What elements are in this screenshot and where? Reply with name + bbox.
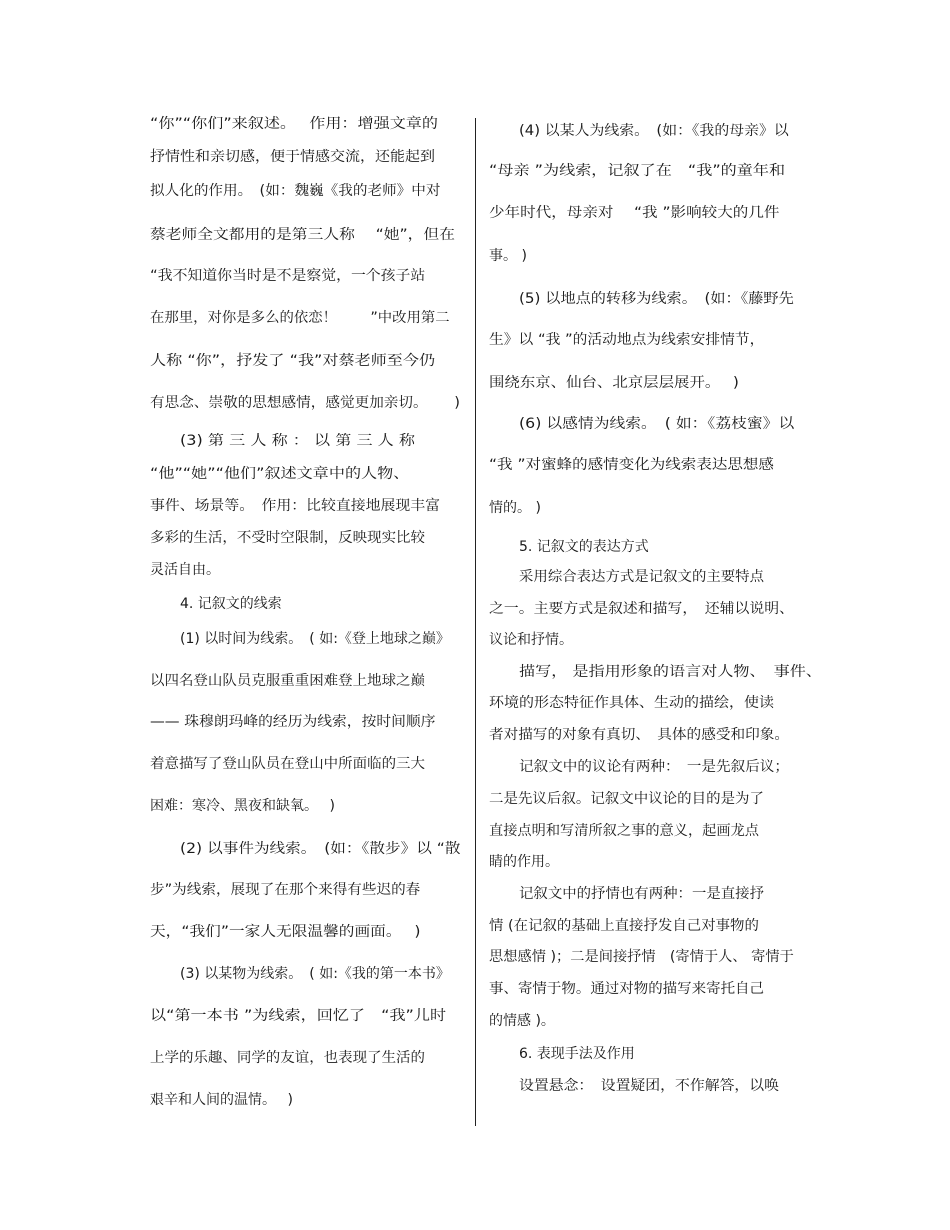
right-column-line: 事、寄情于物。通过对物的描写来寄托自己 (489, 981, 764, 997)
left-column-line: 以“第一本书 ”为线索，回忆了 “我”儿时 (150, 1008, 447, 1024)
left-column-line: 4. 记叙文的线索 (180, 596, 282, 612)
right-column-line: 描写， 是指用形象的语言对人物、 事件、 (519, 664, 822, 680)
left-column-line: 在那里，对你是多么的依恋！ ”中改用第二 (150, 310, 450, 326)
right-column-line: 设置悬念： 设置疑团，不作解答，以唤 (519, 1078, 779, 1094)
left-column-line: (3) 第 三 人 称 ： 以 第 三 人 称 (180, 433, 415, 449)
right-column-line: 少年时代，母亲对 “我 ”影响较大的几件 (489, 205, 780, 221)
left-column-line: —— 珠穆朗玛峰的经历为线索，按时间顺序 (150, 714, 436, 730)
right-column-line: (4) 以某人为线索。 (如：《我的母亲》以 (519, 123, 789, 139)
left-column-line: (2) 以事件为线索。 (如：《散步》以 “散 (180, 841, 461, 857)
left-column-line: (3) 以某物为线索。 ( 如:《我的第一本书》 (180, 966, 450, 982)
left-column-line: 以四名登山队员克服重重困难登上地球之巅 (150, 673, 425, 689)
left-column-line: 蔡老师全文都用的是第三人称 “她”，但在 (150, 227, 455, 243)
left-column-line: “你”“你们”来叙述。 作用：增强文章的 (150, 116, 439, 132)
right-column-line: 环境的形态特征作具体、生动的描绘，使读 (489, 695, 774, 711)
right-column-line: “我 ”对蜜蜂的感情变化为线索表达思想感 (489, 457, 774, 473)
left-column-line: 多彩的生活，不受时空限制，反映现实比较 (150, 530, 425, 546)
left-column-line: 灵活自由。 (150, 562, 220, 578)
left-column-line: 着意描写了登山队员在登山中所面临的三大 (150, 756, 425, 772)
right-column-line: (6) 以感情为线索。 ( 如：《荔枝蜜》以 (519, 416, 795, 432)
right-column-line: 议论和抒情。 (489, 632, 573, 648)
left-column-line: 上学的乐趣、同学的友谊，也表现了生活的 (150, 1050, 425, 1066)
column-divider (475, 118, 476, 1126)
right-column-line: 情的。 ) (489, 500, 541, 516)
right-column-line: 采用综合表达方式是记叙文的主要特点 (519, 569, 764, 585)
right-column-line: 6. 表现手法及作用 (519, 1046, 635, 1062)
right-column-line: 记叙文中的议论有两种： 一是先叙后议； (519, 759, 789, 775)
right-column-line: 直接点明和写清所叙之事的意义，起画龙点 (489, 823, 759, 839)
right-column-line: 记叙文中的抒情也有两种：一是直接抒 (519, 886, 764, 902)
left-column-line: “我不知道你当时是不是察觉，一个孩子站 (150, 268, 426, 284)
right-column-line: “母亲 ”为线索，记叙了在 “我”的童年和 (489, 163, 786, 179)
right-column-line: (5) 以地点的转移为线索。 (如：《藤野先 (519, 291, 794, 307)
left-column-line: 天，“我们”一家人无限温馨的画面。 ) (150, 924, 421, 940)
right-column-line: 5. 记叙文的表达方式 (519, 539, 649, 555)
right-column-line: 之一。主要方式是叙述和描写， 还辅以说明、 (489, 601, 794, 617)
right-column-line: 者对描写的对象有真切、 具体的感受和印象。 (489, 727, 789, 743)
right-column-line: 睛的作用。 (489, 854, 559, 870)
left-column-line: 困难：寒冷、黑夜和缺氧。 ) (150, 798, 335, 814)
left-column-line: 有思念、崇敬的思想感情，感觉更加亲切。 ) (150, 395, 460, 411)
left-column-line: 事件、场景等。 作用：比较直接地展现丰富 (150, 498, 440, 514)
right-column-line: 二是先议后叙。记叙文中议论的目的是为了 (489, 791, 764, 807)
left-column-line: 人称 “你”，抒发了 “我”对蔡老师至今仍 (150, 353, 436, 369)
left-column-line: 拟人化的作用。 (如：魏巍《我的老师》中对 (150, 183, 441, 199)
right-column-line: 的情感 )。 (489, 1013, 555, 1029)
right-column-line: 生》以 “我 ”的活动地点为线索安排情节， (489, 332, 765, 348)
left-column-line: 步”为线索，展现了在那个来得有些迟的春 (150, 882, 421, 898)
left-column-line: 艰辛和人间的温情。 ) (150, 1092, 293, 1108)
right-column-line: 围绕东京、仙台、北京层层展开。 ) (489, 375, 739, 391)
right-column-line: 情 (在记叙的基础上直接抒发自己对事物的 (489, 918, 759, 934)
left-column-line: 抒情性和亲切感，便于情感交流，还能起到 (150, 149, 435, 165)
right-column-line: 思想感情 )；二是间接抒情 (寄情于人、 寄情于 (489, 949, 794, 965)
left-column-line: “他”“她”“他们”叙述文章中的人物、 (150, 466, 410, 482)
right-column-line: 事。 ) (489, 248, 527, 264)
left-column-line: (1) 以时间为线索。 ( 如:《登上地球之巅》 (180, 631, 450, 647)
